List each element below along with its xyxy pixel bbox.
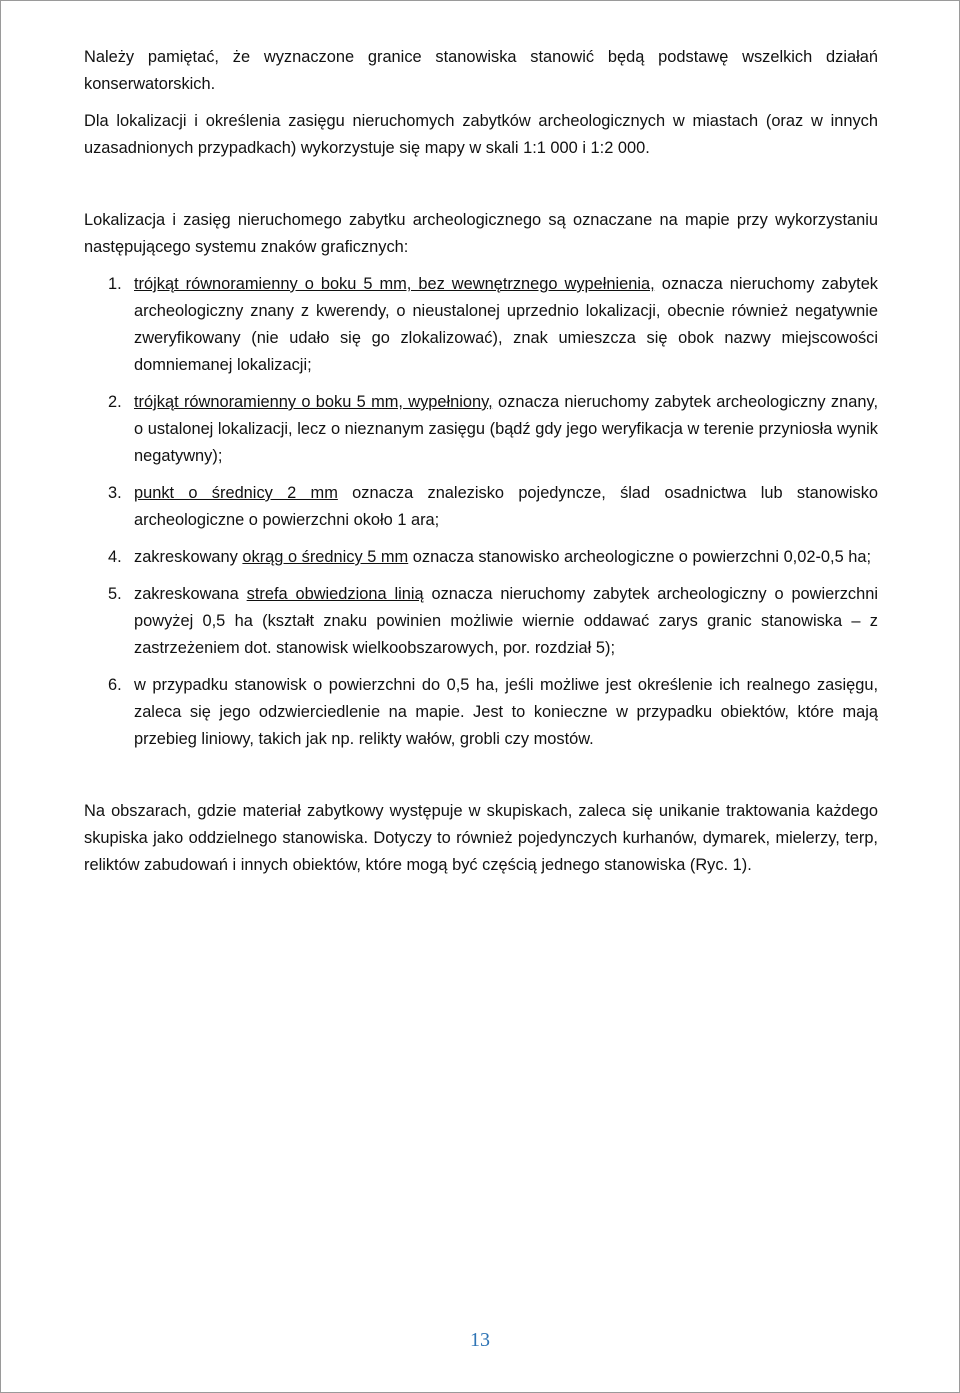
page-number: 13 (470, 1329, 490, 1351)
list-item-number: 3. (108, 484, 122, 502)
list-item-text-after: oznacza stanowisko archeologiczne o powierzchni 0,02-0,5 ha; (408, 548, 872, 566)
list-item (84, 581, 878, 662)
list-item-number: 4. (108, 548, 122, 566)
list-item-text-after: oznacza znalezisko pojedyncze, ślad osadnictwa lub stanowisko archeologiczne o powierzchni około 1 ara; (134, 484, 879, 529)
document-body (84, 44, 878, 879)
list-item (84, 389, 878, 470)
list-item-underlined: strefa obwiedziona linią (246, 585, 424, 603)
symbol-list (84, 271, 878, 753)
list-item-text-before: zakreskowany (134, 548, 243, 566)
paragraph-3: Lokalizacja i zasięg nieruchomego zabytku archeologicznego są oznaczane na mapie przy wykorzystaniu następującego systemu znaków graficznych: (84, 211, 878, 256)
list-item-underlined: trójkąt równoramienny o boku 5 mm, wypełniony, (134, 393, 493, 411)
list-item-text-before: w przypadku stanowisk o powierzchni do 0,5 ha, jeśli możliwe jest określenie ich realnego zasięgu, zaleca się jego odzwierciedlenie na mapie. Jest to konieczne w przypadku obiektów, które mają przebieg liniowy, takich jak np. relikty wałów, grobli czy mostów. (134, 676, 878, 748)
paragraph-2: Dla lokalizacji i określenia zasięgu nieruchomych zabytków archeologicznych w miastach (oraz w innych uzasadnionych przypadkach) wykorzystuje się mapy w skali 1:1 000 i 1:2 000. (84, 112, 878, 157)
paragraph-1: Należy pamiętać, że wyznaczone granice stanowiska stanowić będą podstawę wszelkich działań konserwatorskich. (84, 48, 878, 93)
list-item-number: 6. (108, 676, 122, 694)
list-item (84, 480, 878, 534)
list-item-text-after: oznacza nieruchomy zabytek archeologiczny znany z kwerendy, o nieustalonej uprzednio lokalizacji, obecnie również negatywnie zweryfikowany (nie udało się go zlokalizować), znak umieszcza się obok nazwy miejscowości domniemanej lokalizacji; (134, 275, 879, 374)
list-item-number: 5. (108, 585, 122, 603)
list-item (84, 672, 878, 753)
list-item-text-after: oznacza nieruchomy zabytek archeologiczny o powierzchni powyżej 0,5 ha (kształt znaku powinien możliwie wiernie oddawać zarys granic stanowiska – z zastrzeżeniem dot. stanowisk wielkoobszarowych, por. rozdział 5); (134, 585, 878, 657)
list-item (84, 271, 878, 379)
list-item-underlined: trójkąt równoramienny o boku 5 mm, bez wewnętrznego wypełnienia, (134, 275, 655, 293)
list-item-number: 1. (108, 275, 122, 293)
paragraph-4: Na obszarach, gdzie materiał zabytkowy występuje w skupiskach, zaleca się unikanie traktowania każdego skupiska jako oddzielnego stanowiska. Dotyczy to również pojedynczych kurhanów, dymarek, mielerzy, terp, reliktów zabudowań i innych obiektów, które mogą być częścią jednego stanowiska (Ryc. 1). (84, 802, 878, 874)
list-item (84, 544, 878, 571)
list-item-text-before: zakreskowana (134, 585, 247, 603)
list-item-text-after: oznacza nieruchomy zabytek archeologiczny znany, o ustalonej lokalizacji, lecz o nieznanym zasięgu (bądź gdy jego weryfikacja w terenie przyniosła wynik negatywny); (134, 393, 878, 465)
list-item-underlined: punkt o średnicy 2 mm (134, 484, 338, 502)
list-item-number: 2. (108, 393, 122, 411)
list-item-underlined: okrąg o średnicy 5 mm (242, 548, 409, 566)
